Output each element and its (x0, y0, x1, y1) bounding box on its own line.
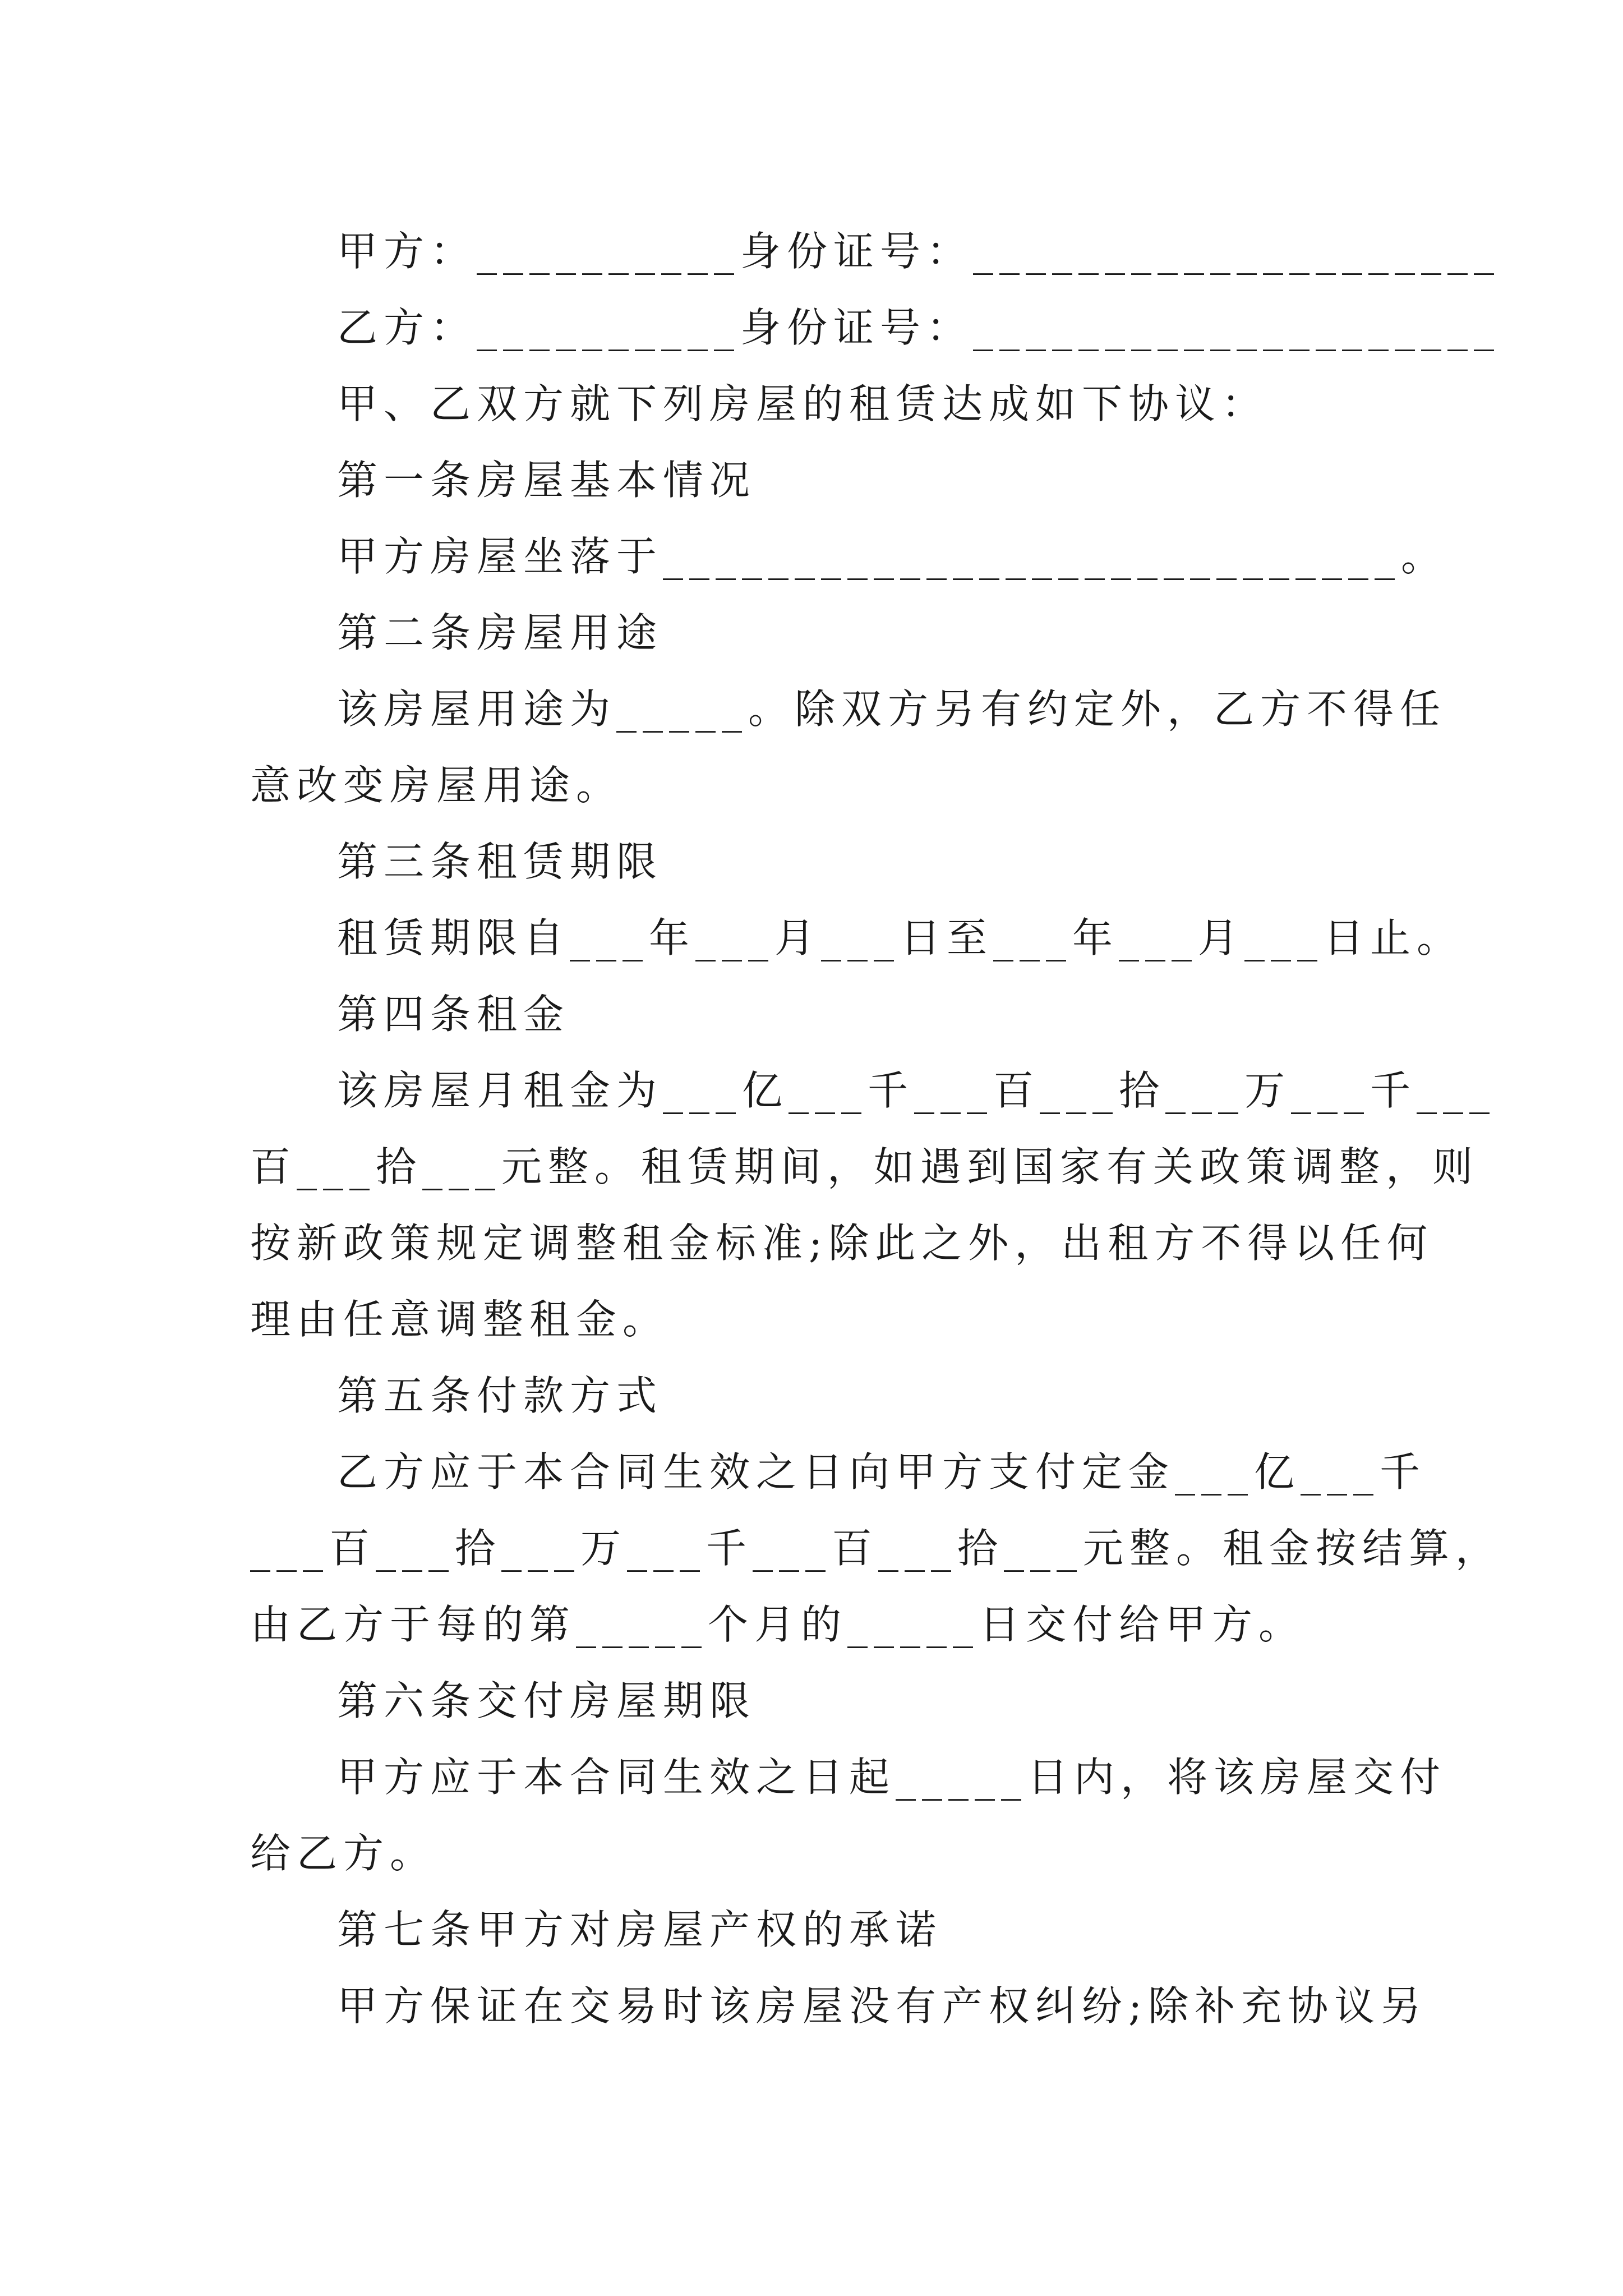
article-4-text-line-3: 按新政策规定调整租金标准;除此之外，出租方不得以任何 (250, 1220, 1434, 1267)
article-2-heading: 第二条房屋用途 (337, 609, 663, 656)
article-4-text-line-4: 理由任意调整租金。 (250, 1296, 670, 1343)
article-6-text-line-1: 甲方应于本合同生效之日起_____日内，将该房屋交付 (337, 1754, 1447, 1801)
article-6-heading: 第六条交付房屋期限 (337, 1677, 757, 1724)
article-3-heading: 第三条租赁期限 (337, 838, 663, 885)
article-7-text-line-1: 甲方保证在交易时该房屋没有产权纠纷;除补充协议另 (337, 1982, 1428, 2030)
party-a-line: 甲方：__________身份证号：____________________ (337, 228, 1501, 275)
article-3-text: 租赁期限自___年___月___日至___年___月___日止。 (337, 914, 1464, 961)
party-b-line: 乙方：__________身份证号：____________________ (337, 304, 1501, 351)
document-body (250, 213, 1502, 2044)
article-4-text-line-1: 该房屋月租金为___亿___千___百___拾___万___千___ (337, 1067, 1496, 1114)
article-5-text-line-2: ___百___拾___万___千___百___拾___元整。租金按结算， (250, 1525, 1502, 1572)
agreement-intro: 甲、乙双方就下列房屋的租赁达成如下协议： (337, 380, 1269, 427)
article-2-text-line-1: 该房屋用途为_____。除双方另有约定外，乙方不得任 (337, 685, 1447, 733)
article-2-text-line-2: 意改变房屋用途。 (250, 762, 623, 809)
article-1-text: 甲方房屋坐落于____________________________。 (337, 533, 1448, 580)
article-5-text-line-1: 乙方应于本合同生效之日向甲方支付定金___亿___千 (337, 1448, 1427, 1496)
article-4-heading: 第四条租金 (337, 991, 570, 1038)
article-6-text-line-2: 给乙方。 (250, 1830, 437, 1877)
article-5-text-line-3: 由乙方于每的第_____个月的_____日交付给甲方。 (250, 1601, 1306, 1648)
article-4-text-line-2: 百___拾___元整。租赁期间，如遇到国家有关政策调整，则 (250, 1143, 1479, 1190)
article-1-heading: 第一条房屋基本情况 (337, 457, 757, 504)
article-7-heading: 第七条甲方对房屋产权的承诺 (337, 1906, 943, 1953)
article-5-heading: 第五条付款方式 (337, 1372, 663, 1419)
